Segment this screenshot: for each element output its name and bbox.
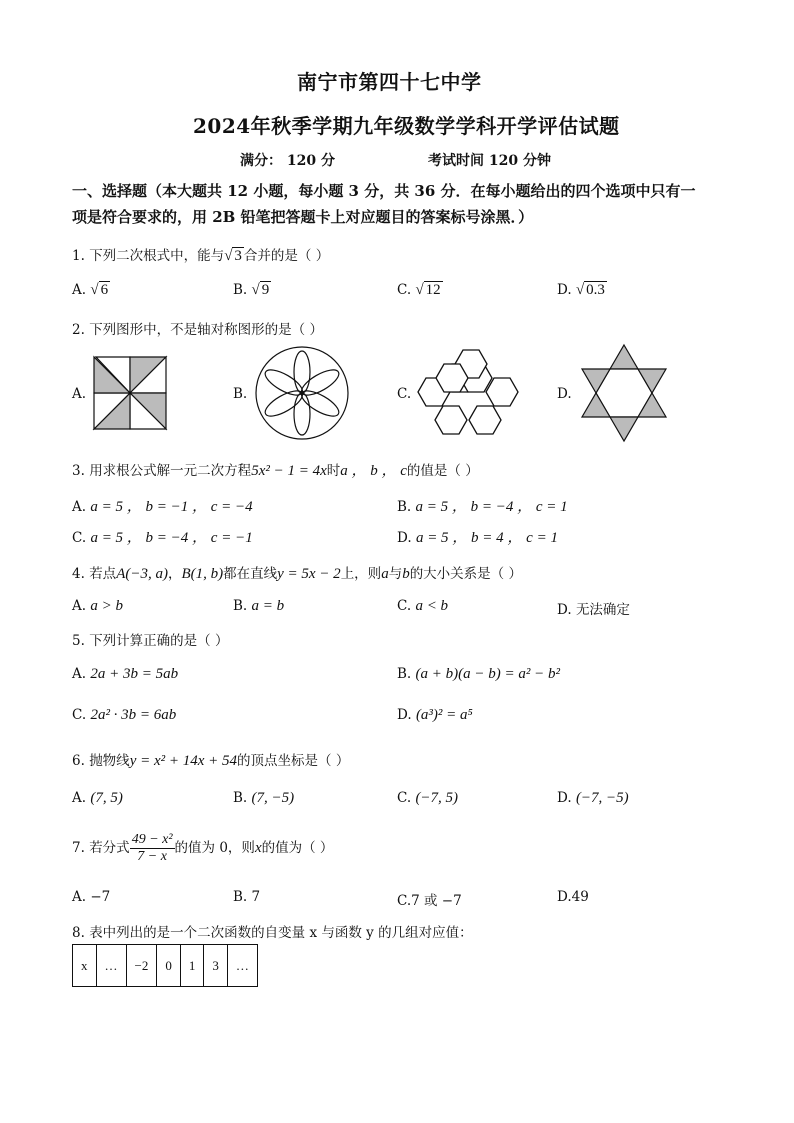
section-heading-line1: 一、选择题（本大题共 12 小题，每小题 3 分，共 36 分．在每小题给出的四个选项中只有一 <box>72 182 696 200</box>
q6-option-a[interactable]: A. (7, 5) <box>72 790 123 806</box>
q2-option-c-label[interactable]: C. <box>397 386 412 402</box>
q7-option-b[interactable]: B. 7 <box>233 889 261 905</box>
radical-expression: √ 3 <box>224 248 242 264</box>
q6-option-d[interactable]: D. (−7, −5) <box>557 790 629 806</box>
q5-option-b[interactable]: B. (a + b)(a − b) = a² − b² <box>397 666 560 682</box>
q5-option-a[interactable]: A. 2a + 3b = 5ab <box>72 666 179 682</box>
table-cell: 1 <box>180 945 204 987</box>
question-number: 1. <box>72 248 85 264</box>
table-cell: … <box>227 945 257 987</box>
q5-option-d[interactable]: D. (a³)² = a⁵ <box>397 707 473 723</box>
table-cell: 0 <box>157 945 181 987</box>
six-point-star-figure <box>578 343 670 443</box>
q1-option-a[interactable]: A. √ 6 <box>72 282 109 298</box>
q3-option-a[interactable]: A. a = 5 ， b = −1 ， c = −4 <box>72 499 253 515</box>
q7-option-d[interactable]: D.49 <box>557 889 589 905</box>
table-cell: x <box>73 945 97 987</box>
table-cell: 3 <box>204 945 228 987</box>
q1-option-b[interactable]: B. √ 9 <box>233 282 270 298</box>
question-text: 合并的是（ ） <box>243 248 330 264</box>
q6-option-c[interactable]: C. (−7, 5) <box>397 790 459 806</box>
q4-option-c[interactable]: C. a < b <box>397 598 449 614</box>
q4-option-a[interactable]: A. a > b <box>72 598 123 614</box>
pinwheel-figure <box>90 353 170 433</box>
value-table <box>72 944 258 987</box>
q2-option-b-label[interactable]: B. <box>233 386 248 402</box>
q7-option-a[interactable]: A. −7 <box>72 889 111 905</box>
q6-option-b[interactable]: B. (7, −5) <box>233 790 295 806</box>
question-2: 2. 下列图形中，不是轴对称图形的是（ ） <box>72 322 323 338</box>
exam-title: 2024年秋季学期九年级数学学科开学评估试题 <box>193 114 620 138</box>
q7-option-c[interactable]: C.7 或 −7 <box>397 893 462 909</box>
q2-option-d-label[interactable]: D. <box>557 386 572 402</box>
q5-option-c[interactable]: C. 2a² · 3b = 6ab <box>72 707 177 723</box>
hexagon-ring-figure <box>417 345 519 439</box>
table-cell: −2 <box>126 945 157 987</box>
question-text: 下列二次根式中，能与 <box>89 248 225 264</box>
full-score: 满分： 120 分 <box>240 153 335 169</box>
question-6: 6. 抛物线y = x² + 14x + 54的顶点坐标是（ ） <box>72 753 350 769</box>
question-8: 8. 表中列出的是一个二次函数的自变量 x 与函数 y 的几组对应值： <box>72 925 473 941</box>
q4-option-b[interactable]: B. a = b <box>233 598 285 614</box>
q4-option-d[interactable]: D. 无法确定 <box>557 602 630 618</box>
q3-option-c[interactable]: C. a = 5 ， b = −4 ， c = −1 <box>72 530 253 546</box>
exam-time: 考试时间 120 分钟 <box>428 153 551 169</box>
q3-option-b[interactable]: B. a = 5 ， b = −4 ， c = 1 <box>397 499 568 515</box>
question-1 <box>72 244 329 265</box>
school-name: 南宁市第四十七中学 <box>297 70 482 94</box>
q1-option-d[interactable]: D. √ 0.3 <box>557 282 605 298</box>
q3-option-d[interactable]: D. a = 5 ， b = 4 ， c = 1 <box>397 530 558 546</box>
question-5: 5. 下列计算正确的是（ ） <box>72 633 229 649</box>
q1-option-c[interactable]: C. √ 12 <box>397 282 441 298</box>
question-7: 7. 若分式 $\frac{\text{49 − x²}}{7 - x}$ 的值为 0，则x的值为（ ） <box>72 832 334 864</box>
flower-circle-figure <box>254 345 350 441</box>
table-row <box>73 945 258 987</box>
question-3: 3. 用求根公式解一元二次方程5x² − 1 = 4x时a ， b ， c的值是（ ） <box>72 463 479 479</box>
table-cell: … <box>96 945 126 987</box>
question-4: 4. 若点A(−3, a)，B(1, b)都在直线y = 5x − 2上，则a与b的大小关系是（ ） <box>72 566 522 582</box>
fraction: $\frac{\text{49 − x²}}{7 - x}$ <box>131 832 173 864</box>
q2-option-a-label[interactable]: A. <box>72 386 87 402</box>
section-heading-line2: 项是符合要求的，用 2B 铅笔把答题卡上对应题目的答案标号涂黑．） <box>72 208 534 226</box>
equation: 5x² − 1 = 4x <box>251 463 327 479</box>
